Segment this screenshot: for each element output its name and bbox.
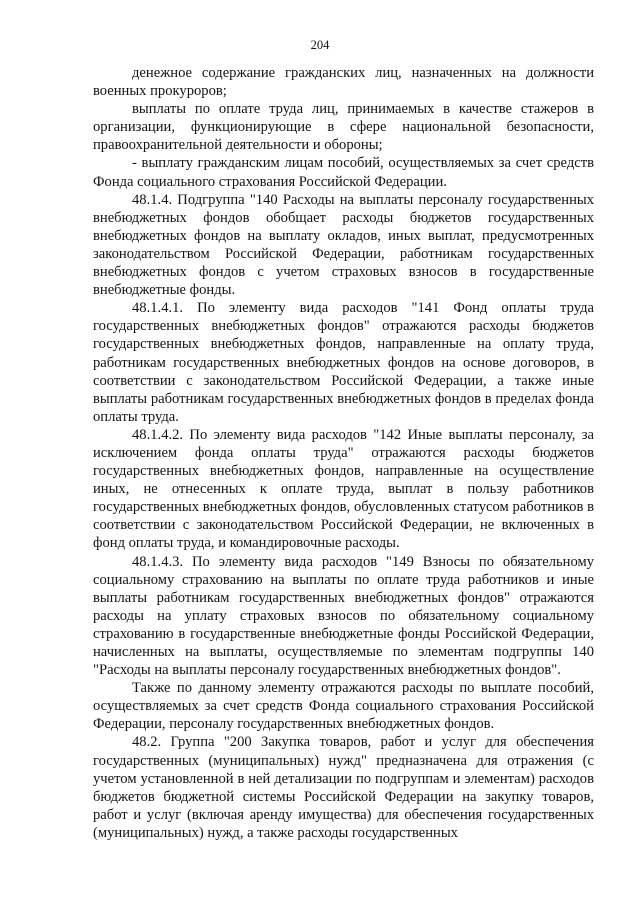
paragraph: денежное содержание гражданских лиц, назначенных на должности военных прокуроров; xyxy=(93,65,594,100)
page-number: 204 xyxy=(310,38,330,52)
paragraph: Также по данному элементу отражаются расходы по выплате пособий, осуществляемых за счет средств Фонда социального страхования Российской Федерации, персоналу государственных внебюджетных фондов. xyxy=(93,680,594,733)
document-body xyxy=(93,64,594,842)
paragraph: 48.1.4.2. По элементу вида расходов "142 Иные выплаты персоналу, за исключением фонда оплаты труда" отражаются расходы бюджетов государственных внебюджетных фондов, направленные на осуществление иных, не отнесенных к оплате труда, выплат в пользу работников государственных внебюджетных фондов, обусловленных статусом работников в соответствии с законодательством Российской Федерации, не включенных в фонд оплаты труда, и командировочные расходы. xyxy=(93,426,594,552)
paragraph: 48.1.4. Подгруппа "140 Расходы на выплаты персоналу государственных внебюджетных фондов обобщает расходы бюджетов государственных внебюджетных фондов на выплату окладов, иных выплат, предусмотренных законодательством Российской Федерации, работникам государственных внебюджетных фондов с учетом страховых взносов в государственные внебюджетные фонды. xyxy=(93,191,594,299)
paragraph: - выплату гражданским лицам пособий, осуществляемых за счет средств Фонда социального страхования Российской Федерации. xyxy=(93,155,594,190)
paragraph: 48.1.4.3. По элементу вида расходов "149 Взносы по обязательному социальному страхованию на выплаты по оплате труда работников и иные выплаты работникам государственных внебюджетных фондов" отражаются расходы на уплату страховых взносов по обязательному социальному страхованию в государственные внебюджетные фонды Российской Федерации, начисленных на выплаты, осуществляемые по элементам подгруппы 140 "Расходы на выплаты персоналу государственных внебюджетных фондов". xyxy=(93,553,594,679)
paragraph: 48.1.4.1. По элементу вида расходов "141 Фонд оплаты труда государственных внебюджетных фондов" отражаются расходы бюджетов государственных внебюджетных фондов, направленные на оплату труда, работникам государственных внебюджетных фондов на основе договоров, в соответствии с законодательством Российской Федерации, а также иные выплаты работникам государственных внебюджетных фондов в пределах фонда оплаты труда. xyxy=(93,300,594,425)
paragraph: выплаты по оплате труда лиц, принимаемых в качестве стажеров в организации, функционирующие в сфере национальной безопасности, правоохранительной деятельности и обороны; xyxy=(93,101,594,154)
paragraph: 48.2. Группа "200 Закупка товаров, работ и услуг для обеспечения государственных (муниципальных) нужд" предназначена для отражения (с учетом установленной в ней детализации по подгруппам и элементам) расходов бюджетов бюджетной системы Российской Федерации на закупку товаров, работ и услуг (включая аренду имущества) для обеспечения государственных (муниципальных) нужд, а также расходы государственных xyxy=(93,734,594,841)
